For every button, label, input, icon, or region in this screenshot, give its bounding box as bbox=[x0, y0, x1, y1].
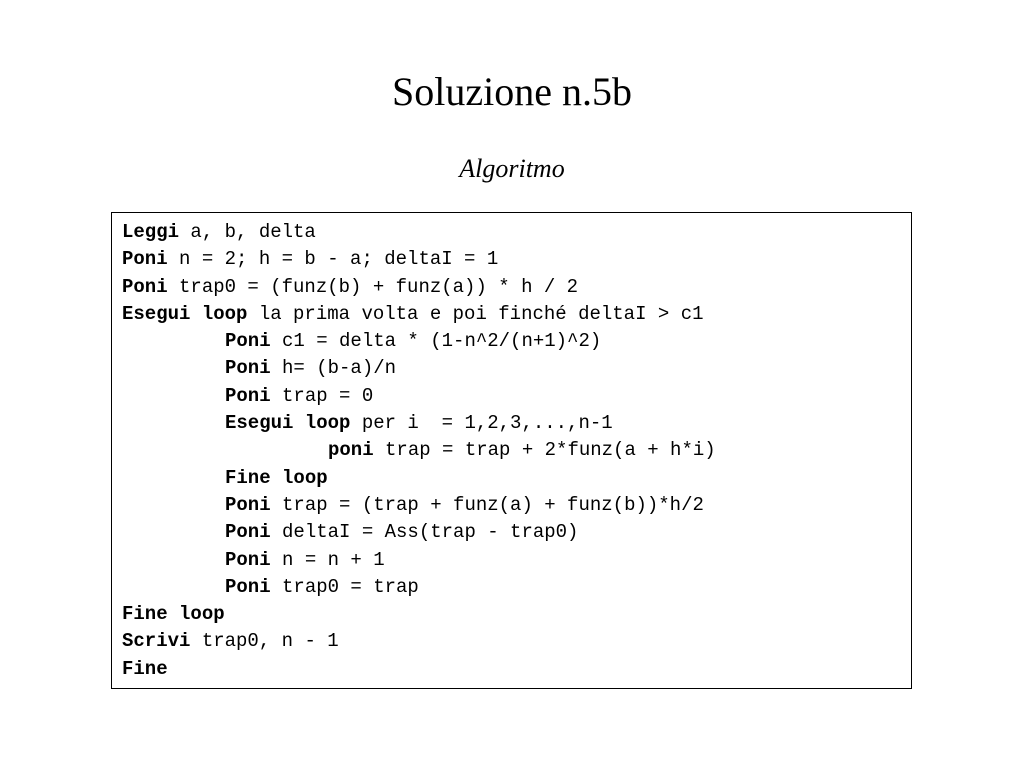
code-text: trap0 = trap bbox=[270, 575, 419, 598]
code-keyword: Scrivi bbox=[122, 630, 191, 653]
code-keyword: Poni bbox=[225, 493, 271, 516]
code-text: a, b, delta bbox=[179, 221, 316, 243]
code-line bbox=[122, 383, 911, 410]
code-line bbox=[122, 219, 911, 246]
code-line bbox=[122, 328, 911, 355]
code-text: trap0 = (funz(b) + funz(a)) * h / 2 bbox=[167, 275, 579, 298]
code-text: la prima volta e poi finché deltaI > c1 bbox=[247, 302, 704, 325]
code-line bbox=[122, 246, 911, 273]
code-line bbox=[122, 301, 911, 328]
code-text: per i = 1,2,3,...,n-1 bbox=[350, 412, 613, 435]
code-keyword: Poni bbox=[225, 575, 271, 598]
code-line bbox=[122, 492, 911, 519]
code-text: n = n + 1 bbox=[270, 548, 385, 571]
code-line bbox=[122, 601, 911, 628]
code-keyword: Poni bbox=[225, 357, 271, 380]
code-text: c1 = delta * (1-n^2/(n+1)^2) bbox=[270, 330, 602, 353]
code-keyword: Leggi bbox=[122, 221, 180, 243]
code-line bbox=[122, 410, 911, 437]
code-line bbox=[122, 574, 911, 601]
code-text: trap0, n - 1 bbox=[190, 630, 339, 653]
algorithm-code-box bbox=[111, 212, 912, 689]
code-keyword: Fine bbox=[122, 657, 168, 680]
code-line bbox=[122, 656, 911, 683]
code-text: deltaI = Ass(trap - trap0) bbox=[270, 521, 579, 544]
code-line bbox=[122, 519, 911, 546]
code-keyword: Poni bbox=[122, 248, 168, 271]
code-line bbox=[122, 355, 911, 382]
code-keyword: Fine loop bbox=[225, 466, 328, 489]
code-keyword: Poni bbox=[225, 548, 271, 571]
code-keyword: Poni bbox=[225, 384, 271, 407]
code-keyword: poni bbox=[328, 439, 374, 462]
code-text: trap = 0 bbox=[270, 384, 374, 407]
slide-subtitle: Algoritmo bbox=[459, 154, 565, 183]
code-keyword: Fine loop bbox=[122, 603, 225, 626]
code-keyword: Esegui loop bbox=[122, 302, 248, 325]
code-line bbox=[122, 547, 911, 574]
code-keyword: Poni bbox=[225, 330, 271, 353]
code-text: n = 2; h = b - a; deltaI = 1 bbox=[167, 248, 499, 271]
code-line bbox=[122, 274, 911, 301]
code-keyword: Poni bbox=[225, 521, 271, 544]
code-line bbox=[122, 465, 911, 492]
code-keyword: Poni bbox=[122, 275, 168, 298]
code-keyword: Esegui loop bbox=[225, 412, 351, 435]
code-text: h= (b-a)/n bbox=[270, 357, 397, 380]
slide-title: Soluzione n.5b bbox=[392, 69, 632, 114]
code-line bbox=[122, 628, 911, 655]
code-line bbox=[122, 437, 911, 464]
code-text: trap = (trap + funz(a) + funz(b))*h/2 bbox=[270, 493, 704, 516]
code-text: trap = trap + 2*funz(a + h*i) bbox=[373, 439, 716, 462]
